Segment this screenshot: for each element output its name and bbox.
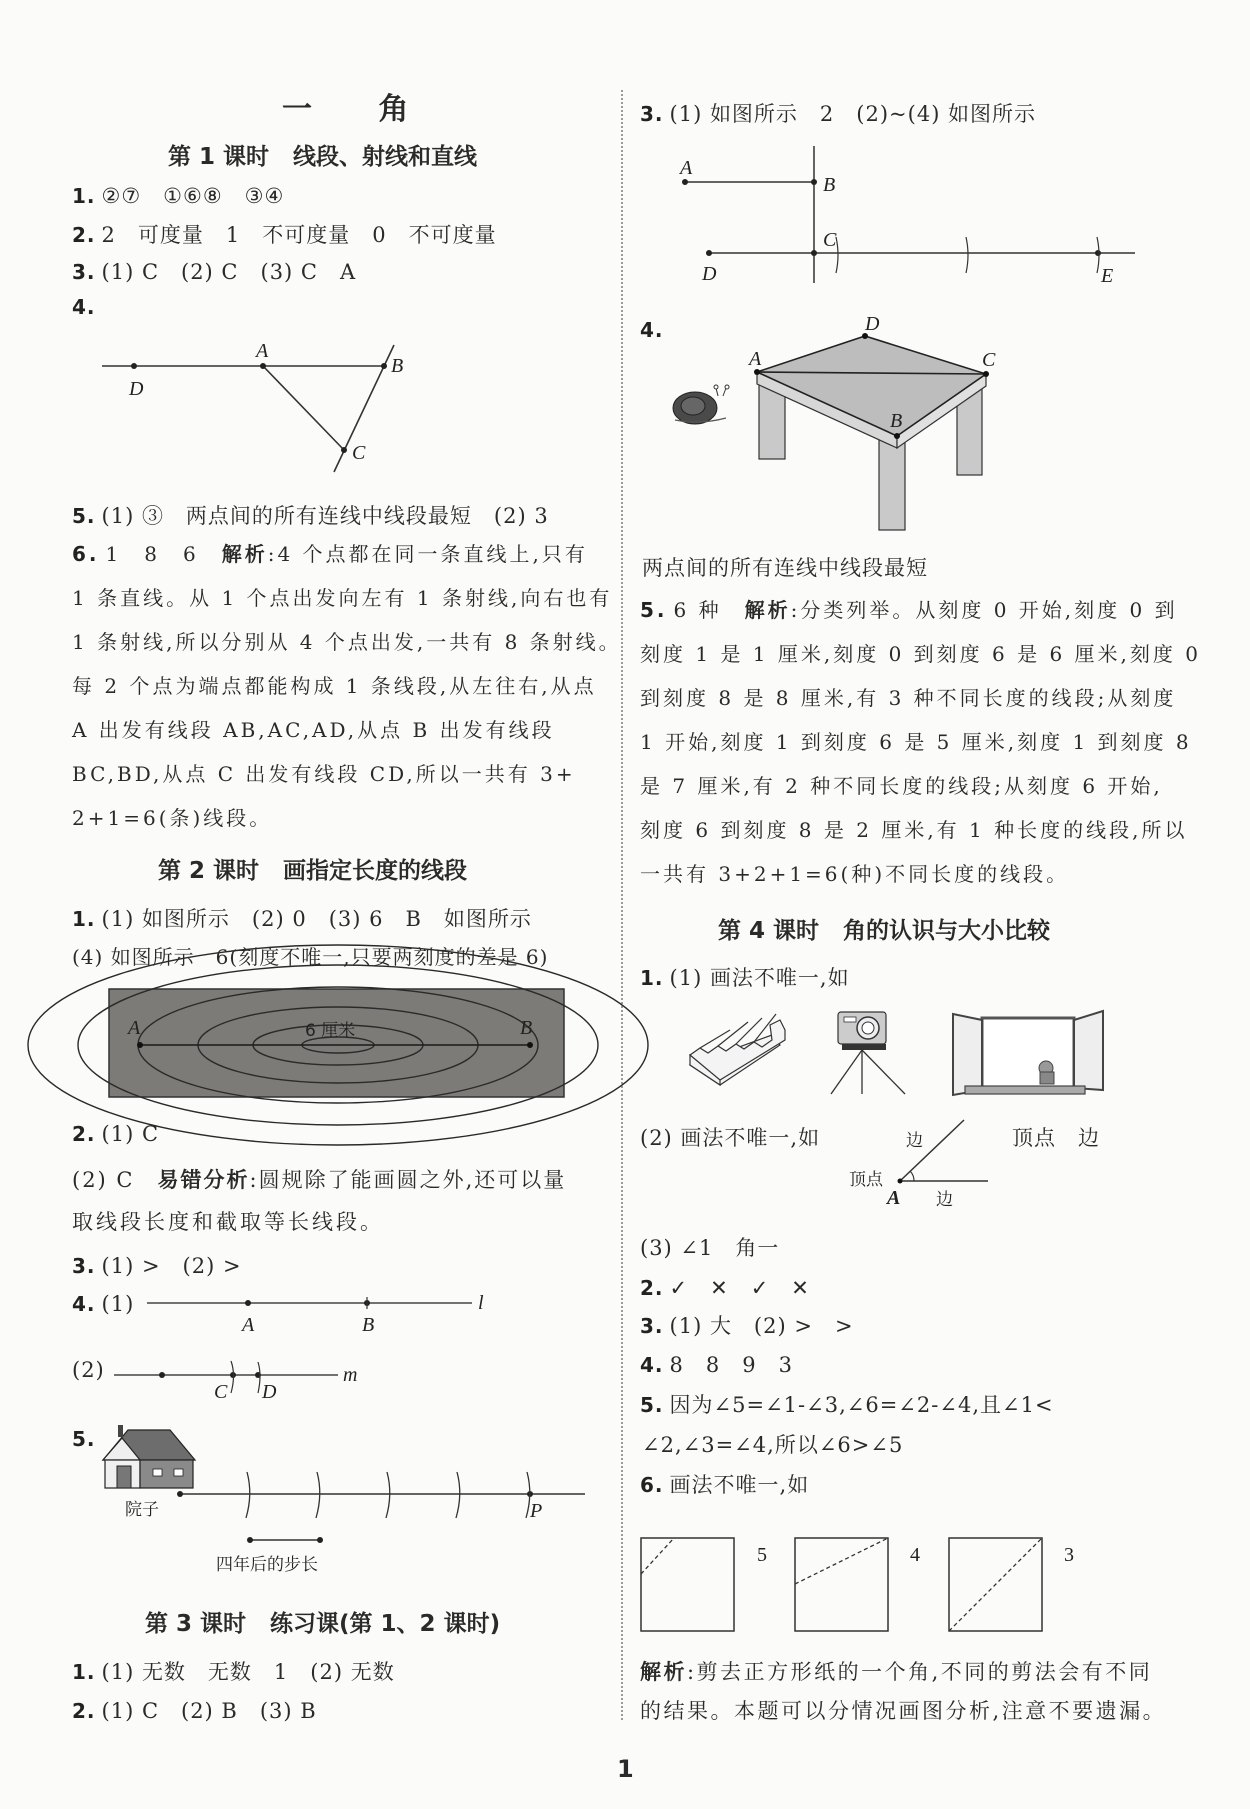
point-P-label: P — [530, 1500, 543, 1522]
svg-text:A: A — [242, 1314, 255, 1336]
l3-q1: 1. (1) 无数 无数 1 (2) 无数 — [72, 1660, 395, 1684]
svg-text:边: 边 — [936, 1190, 953, 1210]
svg-text:B: B — [362, 1314, 375, 1336]
svg-text:边: 边 — [906, 1131, 923, 1151]
analysis-label: 解析 — [221, 542, 268, 566]
l2-q5-num: 5. — [72, 1427, 96, 1451]
svg-text:B: B — [823, 174, 836, 196]
svg-text:C: C — [823, 229, 837, 251]
lesson-2-heading: 第 2 课时 画指定长度的线段 — [158, 858, 468, 884]
l3-q4-num: 4. — [640, 318, 664, 342]
step-length-legend: 四年后的步长 — [216, 1555, 318, 1575]
yard-label: 院子 — [125, 1500, 159, 1520]
l2-q3: 3. (1) > (2) > — [72, 1254, 242, 1278]
lesson-1-number: 第 1 课时 — [168, 144, 270, 170]
l4-q1-part2: (2) 画法不唯一,如 — [640, 1126, 821, 1150]
l3-q3: 3. (1) 如图所示 2 (2)~(4) 如图所示 — [640, 102, 1037, 126]
l1-q5: 5. (1) ③ 两点间的所有连线中线段最短 (2) 3 — [72, 504, 549, 528]
l4-q3: 3. (1) 大 (2) > > — [640, 1314, 854, 1338]
l2-q4-part2: (2) — [72, 1358, 105, 1382]
svg-text:D: D — [865, 313, 880, 335]
label-C: C — [352, 442, 366, 464]
l4-q1-part2-answer: 顶点 边 — [1012, 1126, 1100, 1150]
lesson-1-title: 线段、射线和直线 — [293, 144, 478, 170]
l4-q1-part1: 1. (1) 画法不唯一,如 — [640, 966, 850, 990]
l1-q1: 1. ②⑦ ①⑥⑧ ③④ — [72, 184, 285, 208]
l4-q2: 2. ✓ ✕ ✓ ✕ — [640, 1276, 810, 1300]
l3-q5: 5. 6 种 解析:分类列举。从刻度 0 开始,刻度 0 到 刻度 1 是 1 厘米,刻度 0 到刻度 6 是 6 厘米,刻度 0 到刻度 8 是 8 厘米,有 3 种不同长度的线段;从刻度 1 开始,刻度 1 到刻度 6 是 5 厘米,刻度 1 到刻度 8 是 7 厘米,有 2 种不同长度的线段;从刻度 6 开始, 刻度 6 到刻度 8 是 2 厘米,有 1 种长度的线段,所以 一共有 3+2+1=6(种)不同长度的线段。 — [640, 598, 1201, 886]
label-D: D — [129, 378, 144, 400]
l4-q6-analysis-line1: 解析:剪去正方形纸的一个角,不同的剪法会有不同 — [640, 1660, 1153, 1684]
svg-text:3: 3 — [1064, 1544, 1074, 1566]
svg-text:顶点: 顶点 — [849, 1170, 883, 1190]
l3-q4-conclusion: 两点间的所有连线中线段最短 — [642, 556, 928, 580]
lesson-3-heading: 第 3 课时 练习课(第 1、2 课时) — [145, 1611, 501, 1637]
l2-q2-line2: (2) C 易错分析:圆规除了能画圆之外,还可以量 — [72, 1168, 567, 1192]
label-B: B — [391, 355, 404, 377]
l4-q6-analysis-line2: 的结果。本题可以分情况画图分析,注意不要遗漏。 — [640, 1699, 1167, 1723]
l1-q4-num: 4. — [72, 295, 96, 319]
l4-q5-line1: 5. 因为∠5=∠1-∠3,∠6=∠2-∠4,且∠1< — [640, 1393, 1054, 1417]
label-A: A — [256, 340, 269, 362]
l4-q1-part3: (3) ∠1 角一 — [640, 1236, 780, 1260]
l2-q4-part1: 4. (1) — [72, 1292, 135, 1316]
svg-text:A: A — [680, 157, 693, 179]
l2-q2-line1: 2. (1) C — [72, 1122, 160, 1146]
board-label-B: B — [520, 1017, 533, 1039]
l4-q5-line2: ∠2,∠3=∠4,所以∠6>∠5 — [642, 1433, 904, 1457]
l2-q1-line1: 1. (1) 如图所示 (2) 0 (3) 6 B 如图所示 — [72, 907, 532, 931]
svg-text:D: D — [702, 263, 717, 285]
page-number: 1 — [617, 1755, 634, 1783]
svg-text:5: 5 — [757, 1544, 767, 1566]
svg-text:C: C — [982, 349, 996, 371]
l4-q4: 4. 8 8 9 3 — [640, 1353, 793, 1377]
svg-text:E: E — [1101, 265, 1114, 287]
l4-q6: 6. 画法不唯一,如 — [640, 1473, 810, 1497]
chapter-title: 一 角 — [282, 92, 437, 127]
svg-text:A: A — [749, 348, 762, 370]
svg-text:l: l — [478, 1292, 484, 1314]
svg-text:B: B — [890, 410, 903, 432]
l1-q6: 6. 1 8 6 解析:4 个点都在同一条直线上,只有 1 条直线。从 1 个点出发向左有 1 条射线,向右也有 1 条射线,所以分别从 4 个点出发,一共有 8 条射线。 每 2 个点为端点都能构成 1 条线段,从左往右,从点 A 出发有线段 AB,AC,AD,从点 B 出发有线段 BC,BD,从点 C 出发有线段 CD,所以一共有 3+ 2+1=6(条)线段。 — [72, 542, 622, 830]
board-label-A: A — [128, 1017, 141, 1039]
svg-text:C: C — [214, 1381, 228, 1403]
board-length-label: 6 厘米 — [305, 1021, 356, 1041]
l1-q3: 3. (1) C (2) C (3) C A — [72, 260, 357, 284]
l1-q2: 2. 2 可度量 1 不可度量 0 不可度量 — [72, 223, 497, 247]
l3-q2: 2. (1) C (2) B (3) B — [72, 1699, 317, 1723]
lesson-4-heading: 第 4 课时 角的认识与大小比较 — [718, 918, 1051, 944]
l2-q1-line2: (4) 如图所示 6(刻度不唯一,只要两刻度的差是 6) — [72, 945, 549, 969]
svg-text:D: D — [262, 1381, 277, 1403]
svg-text:4: 4 — [910, 1544, 920, 1566]
l2-q2-line3: 取线段长度和截取等长线段。 — [72, 1210, 384, 1234]
svg-text:A: A — [887, 1187, 901, 1209]
svg-text:m: m — [343, 1364, 358, 1386]
